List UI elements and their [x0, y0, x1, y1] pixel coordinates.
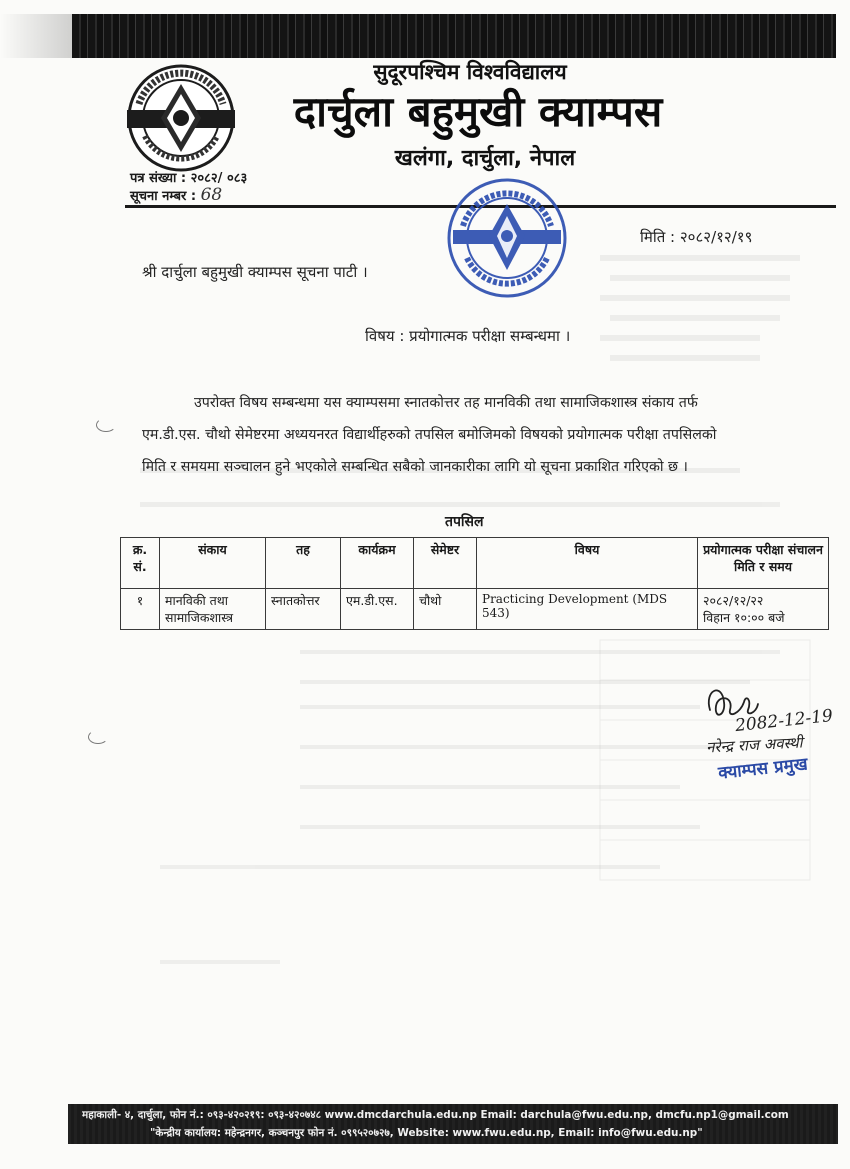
campus-name: दार्चुला बहुमुखी क्याम्पस — [293, 87, 663, 136]
university-name: सुदूरपश्चिम विश्वविद्यालय — [373, 60, 567, 84]
cell-level: स्नातकोत्तर — [266, 589, 341, 630]
letterhead-top-band — [72, 14, 836, 58]
exam-date: २०८२/१२/२२ — [703, 593, 764, 608]
letter-recipient: श्री दार्चुला बहुमुखी क्याम्पस सूचना पाटी । — [142, 263, 368, 281]
cell-subject: Practicing Development (MDS 543) — [477, 589, 698, 630]
col-header-exam-date: प्रयोगात्मक परीक्षा संचालन मिति र समय — [698, 538, 829, 589]
signature-date: 2082-12-19 — [734, 705, 834, 737]
university-logo-icon — [125, 64, 237, 172]
letter-subject: विषय : प्रयोगात्मक परीक्षा सम्बन्धमा । — [365, 327, 571, 345]
cell-exam-date — [698, 589, 829, 630]
notice-number-value: 68 — [200, 185, 223, 205]
letter-reference-number: पत्र संख्या : २०८२/ ०८३ — [130, 171, 248, 186]
punch-mark — [88, 730, 108, 744]
letter-body — [142, 387, 807, 483]
cell-program: एम.डी.एस. — [341, 589, 414, 630]
col-header-program: कार्यक्रम — [341, 538, 414, 589]
schedule-header-row — [121, 538, 829, 589]
cell-semester: चौथो — [414, 589, 477, 630]
letter-body-line: उपरोक्त विषय सम्बन्धमा यस क्याम्पसमा स्नातकोत्तर तह मानविकी तथा सामाजिकशास्त्र संकाय तर्फ — [194, 395, 698, 411]
reference-block — [130, 170, 247, 205]
campus-address: खलंगा, दार्चुला, नेपाल — [394, 146, 576, 171]
schedule-heading: तपसिल — [445, 514, 484, 530]
footer-central-office: "केन्द्रीय कार्यालय: महेन्द्रनगर, कञ्चनपुर फोन नं. ०९९५२०७२७, Website: www.fwu.edu.np, Email: info@fwu.edu.np" — [150, 1127, 703, 1139]
punch-mark — [96, 418, 116, 432]
footer-contact: महाकाली- ४, दार्चुला, फोन नं.: ०९३-४२०२१९: ०९३-४२०७४८ www.dmcdarchula.edu.np Email: darchula@fwu.edu.np, dmcfu.np1@gmail.com — [82, 1109, 789, 1121]
col-header-level: तह — [266, 538, 341, 589]
letter-date: मिति : २०८२/१२/१९ — [640, 228, 753, 246]
col-header-faculty: संकाय — [160, 538, 266, 589]
table-row — [121, 589, 829, 630]
notice-number-label: सूचना नम्बर : — [130, 189, 197, 204]
col-header-sn: क्र. सं. — [121, 538, 160, 589]
cell-sn: १ — [121, 589, 160, 630]
col-header-semester: सेमेष्टर — [414, 538, 477, 589]
col-header-subject: विषय — [477, 538, 698, 589]
signatory-title: क्याम्पस प्रमुख — [717, 754, 809, 784]
campus-stamp-icon — [445, 176, 570, 301]
cell-faculty: मानविकी तथा सामाजिकशास्त्र — [160, 589, 266, 630]
schedule-table — [120, 537, 829, 630]
exam-time: विहान १०:०० बजे — [703, 610, 785, 625]
top-band-fade — [0, 14, 72, 58]
letter-body-line: मिति र समयमा सञ्चालन हुने भएकोले सम्बन्धित सबैको जानकारीका लागि यो सूचना प्रकाशित गरिएको छ । — [142, 459, 688, 475]
signatory-name: नरेन्द्र राज अवस्थी — [705, 733, 803, 757]
notice-number-row — [130, 187, 247, 205]
letter-body-line: एम.डी.एस. चौथो सेमेष्टरमा अध्ययनरत विद्यार्थीहरुको तपसिल बमोजिमको विषयको प्रयोगात्मक परीक्षा तपसिलको — [142, 427, 717, 443]
